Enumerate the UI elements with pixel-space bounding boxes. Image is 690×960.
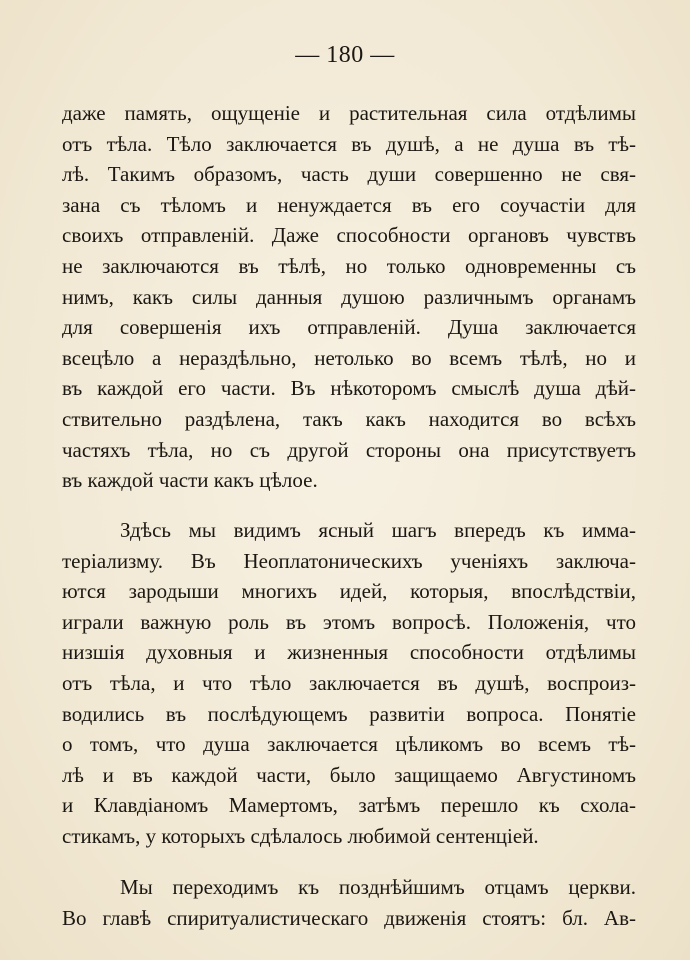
text-line: Здѣсь мы видимъ ясный шагъ впередъ къ имма-: [120, 518, 636, 542]
page-number: — 180 —: [295, 42, 395, 68]
paragraph-2: [62, 515, 636, 852]
text-line: стикамъ, у которыхъ сдѣлалось любимой сентенціей.: [62, 823, 539, 848]
text-line: не заключаются въ тѣлѣ, но только одновременны съ: [62, 253, 636, 278]
text-line: о томъ, что душа заключается цѣликомъ во всемъ тѣ-: [62, 732, 636, 757]
text-line: ются зародыши многихъ идей, которыя, впослѣдствіи,: [62, 579, 636, 604]
text-line: отъ тѣла. Тѣло заключается въ душѣ, а не душа въ тѣ-: [62, 131, 636, 156]
text-line: зана съ тѣломъ и ненуждается въ его соучастіи для: [62, 192, 636, 217]
text-line: лѣ. Такимъ образомъ, часть души совершенно не свя-: [62, 162, 636, 187]
text-line: Во главѣ спиритуалистическаго движенія стоятъ: бл. Ав-: [62, 905, 636, 930]
text-line: нимъ, какъ силы данныя душою различнымъ органамъ: [62, 284, 636, 309]
text-line: играли важную роль въ этомъ вопросѣ. Положенія, что: [62, 609, 636, 634]
text-line: и Клавдіаномъ Мамертомъ, затѣмъ перешло къ схола-: [62, 793, 636, 818]
text-line: лѣ и въ каждой части, было защищаемо Августиномъ: [62, 762, 636, 787]
text-line: отъ тѣла, и что тѣло заключается въ душѣ, воспроиз-: [62, 670, 636, 695]
text-line: въ каждой части какъ цѣлое.: [62, 468, 318, 493]
text-line: водились въ послѣдующемъ развитіи вопроса. Понятіе: [62, 701, 636, 726]
text-line: теріализму. Въ Неоплатоническихъ ученіяхъ заключа-: [62, 548, 636, 573]
text-line: въ каждой его части. Въ нѣкоторомъ смыслѣ душа дѣй-: [62, 376, 636, 401]
text-line: частяхъ тѣла, но съ другой стороны она присутствуетъ: [62, 437, 636, 462]
text-line: даже память, ощущеніе и растительная сила отдѣлимы: [62, 101, 636, 125]
text-line: всецѣло а нераздѣльно, нетолько во всемъ тѣлѣ, но и: [62, 345, 636, 370]
text-line: ствительно раздѣлена, такъ какъ находится во всѣхъ: [62, 406, 636, 431]
paragraph-1: [62, 98, 636, 496]
text-line: Мы переходимъ къ позднѣйшимъ отцамъ церкви.: [120, 875, 636, 899]
text-line: низшія духовныя и жизненныя способности отдѣлимы: [62, 640, 636, 665]
paragraph-3: [62, 872, 636, 933]
text-line: своихъ отправленій. Даже способности органовъ чувствъ: [62, 223, 636, 248]
text-line: для совершенія ихъ отправленій. Душа заключается: [62, 315, 636, 340]
